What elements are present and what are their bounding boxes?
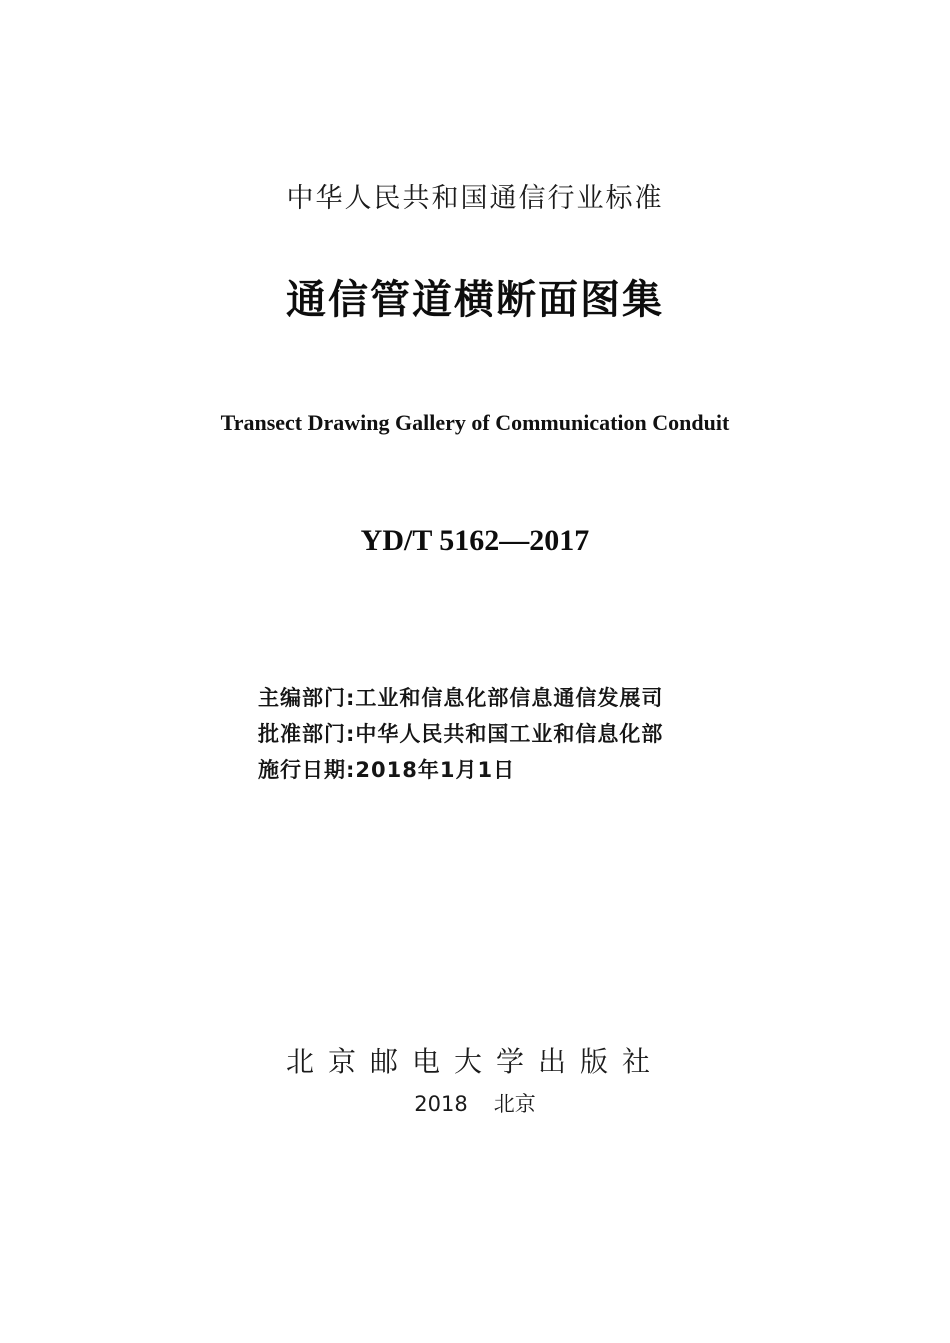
standard-category: 中华人民共和国通信行业标准 — [286, 183, 664, 214]
effective-date-value: 2018年1月1日 — [355, 758, 516, 782]
issuing-info — [258, 680, 858, 788]
effective-date-separator: : — [346, 758, 356, 782]
publication-line — [0, 1088, 950, 1118]
effective-date-row — [258, 752, 858, 788]
editor-label: 主编部门 — [258, 686, 346, 710]
editor-value: 工业和信息化部信息通信发展司 — [355, 686, 664, 710]
approver-separator: : — [346, 722, 356, 746]
chinese-title: 通信管道横断面图集 — [286, 276, 664, 323]
english-title: Transect Drawing Gallery of Communication Conduit — [220, 410, 730, 435]
editor-row — [258, 680, 858, 716]
approver-label: 批准部门 — [258, 722, 346, 746]
publisher-name: 北京邮电大学出版社 — [285, 1045, 664, 1078]
approver-row — [258, 716, 858, 752]
approver-value: 中华人民共和国工业和信息化部 — [355, 722, 664, 746]
editor-separator: : — [346, 686, 356, 710]
effective-date-label: 施行日期 — [258, 758, 346, 782]
publication-city: 北京 — [493, 1092, 536, 1116]
publication-year: 2018 — [414, 1092, 468, 1116]
standard-number: YD/T 5162—2017 — [360, 524, 590, 557]
